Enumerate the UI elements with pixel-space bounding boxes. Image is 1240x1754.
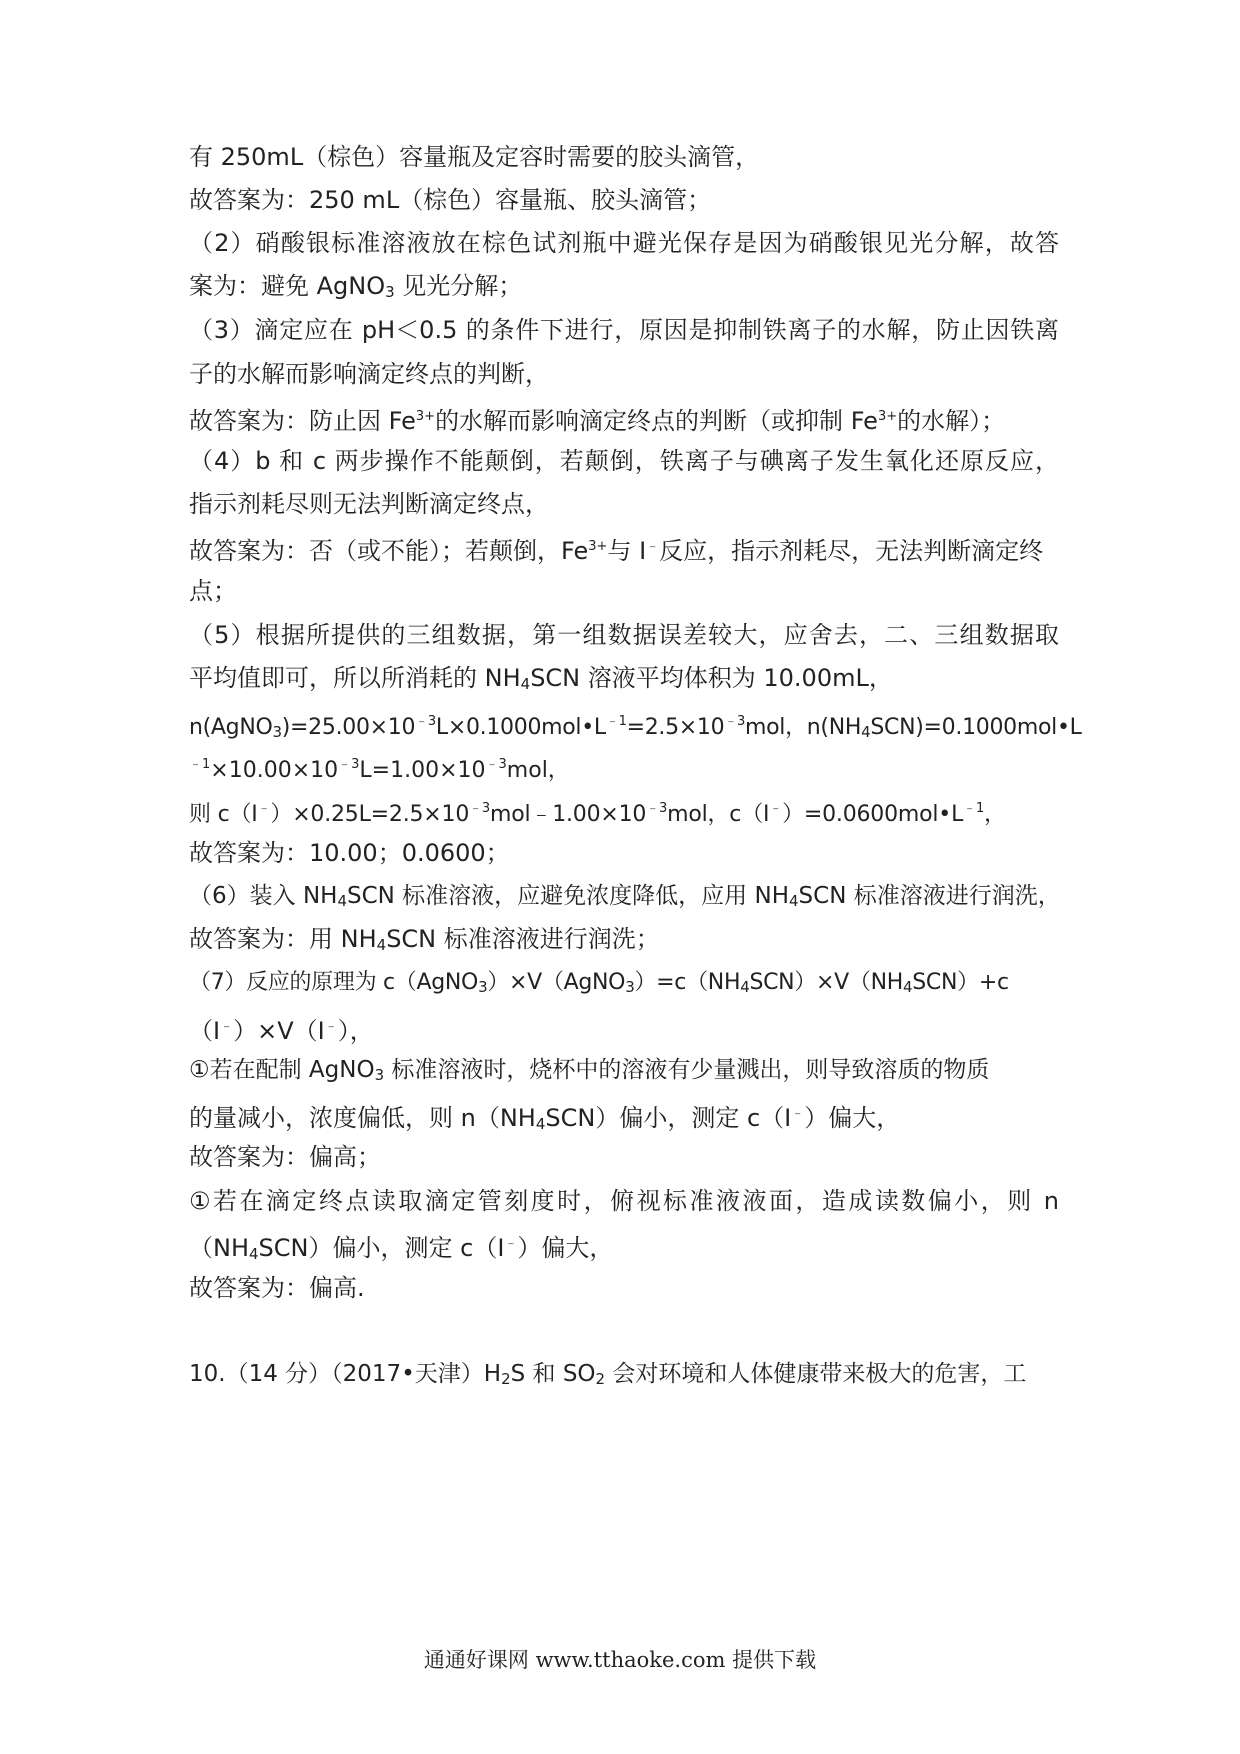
text-line: （4）b 和 c 两步操作不能颠倒，若颠倒，铁离子与碘离子发生氧化还原反应， bbox=[189, 447, 1059, 475]
text-line: 平均值即可，所以所消耗的 $NH_4SCN$ 溶液平均体积为 10.00mL， bbox=[189, 664, 893, 693]
text-line: 有 250mL（棕色）容量瓶及定容时需要的胶头滴管， bbox=[189, 143, 760, 171]
text-line: 点； bbox=[189, 577, 237, 605]
text-line: 则 $c(I^﹣)\times 0.25L=2.5\times 10^{﹣3}mol﹣1.00\times 10^{﹣3}mol$，$c(I^﹣)=0.0600mol•L^{﹣1}$， bbox=[189, 801, 1006, 827]
text-line: 的量减小，浓度偏低，则 $n(NH_4SCN)$偏小，测定 c（I﹣）偏大， bbox=[189, 1104, 901, 1133]
text-line: （3）滴定应在 pH＜0.5 的条件下进行，原因是抑制铁离子的水解，防止因铁离 bbox=[189, 316, 1059, 344]
page-footer: 通通好课网 www.tthaoke.com 提供下载 bbox=[423, 1648, 817, 1672]
text-line: ①若在滴定终点读取滴定管刻度时，俯视标准液液面，造成读数偏小，则 n bbox=[189, 1187, 1059, 1215]
text-line: （7）反应的原理为 $c(AgNO_3)\times V(AgNO_3)=c(NH_4SCN)\times V(NH_4SCN)+c$ bbox=[189, 970, 1009, 996]
text-line: （5）根据所提供的三组数据，第一组数据误差较大，应舍去，二、三组数据取 bbox=[189, 621, 1059, 649]
question-heading: 10.（14 分）（2017•天津）$H_2S$ 和 $SO_2$ 会对环境和人体健康带来极大的危害，工 bbox=[189, 1361, 1027, 1388]
text-line: $^{﹣1}\times 10.00\times 10^{﹣3}L=1.00\times 10^{﹣3}mol$， bbox=[189, 757, 570, 783]
text-line: $n(AgNO_3)=25.00\times 10^{﹣3}L\times 0.1000mol•L^{﹣1}=2.5\times 10^{﹣3}mol$，$n(NH_4SCN)=0.1000mol•L$ bbox=[189, 714, 1082, 741]
text-line: $(NH_4SCN)$偏小，测定 c（I﹣）偏大， bbox=[189, 1234, 614, 1263]
text-line: 故答案为：250 mL（棕色）容量瓶、胶头滴管； bbox=[189, 186, 712, 214]
text-line: 案为：避免 AgNO$_3$ 见光分解； bbox=[189, 272, 523, 301]
text-line: 子的水解而影响滴定终点的判断， bbox=[189, 360, 549, 388]
text-line: （I﹣）×V（I﹣）， bbox=[189, 1017, 374, 1045]
text-line: 故答案为：偏高； bbox=[189, 1143, 381, 1171]
text-line: 故答案为：10.00；0.0600； bbox=[189, 839, 510, 867]
text-line: （2）硝酸银标准溶液放在棕色试剂瓶中避光保存是因为硝酸银见光分解，故答 bbox=[189, 229, 1059, 257]
text-line: （6）装入 $NH_4SCN$ 标准溶液，应避免浓度降低，应用 $NH_4SCN$ 标准溶液进行润洗， bbox=[189, 883, 1061, 910]
text-line: 故答案为：防止因 $Fe^{3+}$的水解而影响滴定终点的判断（或抑制 $Fe^{3+}$的水解）； bbox=[189, 407, 1006, 435]
text-line: ①若在配制 AgNO$_3$ 标准溶液时，烧杯中的溶液有少量溅出，则导致溶质的物质 bbox=[189, 1057, 990, 1084]
text-line: 指示剂耗尽则无法判断滴定终点， bbox=[189, 490, 549, 518]
text-line: 故答案为：用 $NH_4SCN$ 标准溶液进行润洗； bbox=[189, 925, 660, 954]
text-line: 故答案为：否（或不能）；若颠倒，$Fe^{3+}$与 I﹣反应，指示剂耗尽，无法判断滴定终 bbox=[189, 537, 1044, 565]
text-line: 故答案为：偏高. bbox=[189, 1274, 365, 1302]
